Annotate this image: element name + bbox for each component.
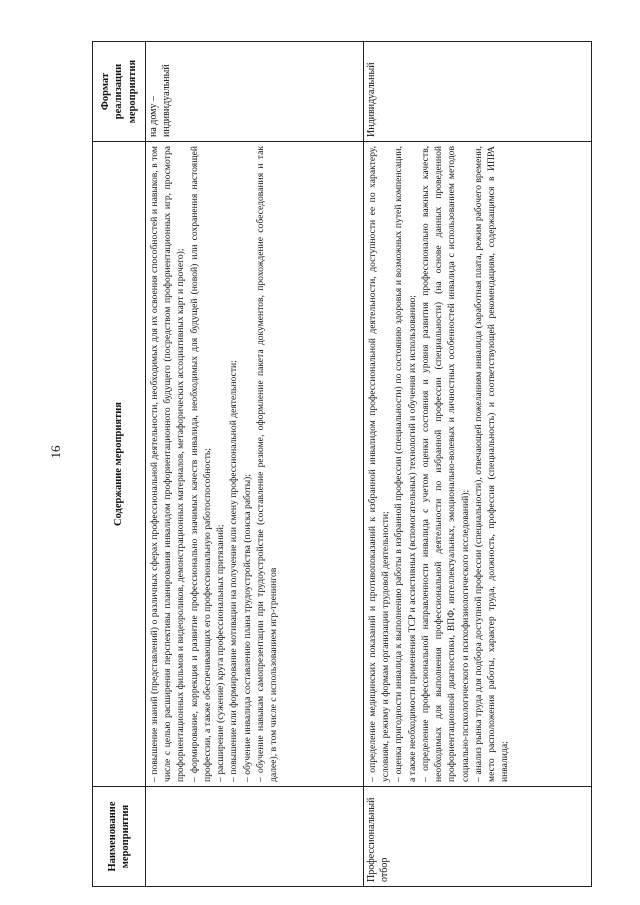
row-2-format: Индивидуальный — [364, 42, 592, 142]
activities-table — [92, 41, 592, 887]
rotated-table-container — [92, 42, 592, 887]
row-1-item-1: – повышение знаний (представлений) о различных сферах профессиональной деятельности, необходимых для их освоения способностей и навыков, в том числе с целью расширения перспективы планирования инвалидом профориентационного будущего (посредством профориентационных игр, просмотра профориентационных фильмов и видеороликов, демонстрационных материалов, метафорических ассоциативных карт и прочего); — [149, 146, 187, 782]
row-1-format: на дому – индивидуальный — [146, 42, 364, 142]
row-2-item-4: – анализ рынка труда для подбора доступной профессии (специальности), отвечающей пожеланиям инвалида (заработная плата, режим рабочего времени, место расположения работы, характер труда, должность, профессия (специальность) и соответствующей рекомендациям, содержащимся в ИПРА инвалида; — [472, 146, 511, 782]
row-2-item-2: – оценка пригодности инвалида к выполнению работы в избранной профессии (специальности) по состоянию здоровья и возможных путей компенсации, а также необходимости применения ТСР и ассистивных (вспомогательных) технологий и обучения их использованию; — [393, 146, 418, 782]
row-2-content — [364, 142, 592, 787]
page-number: 16 — [48, 445, 63, 459]
row-1-name — [146, 787, 364, 887]
row-2-name: Профессиональный отбор — [364, 787, 592, 887]
row-1-item-6: – обучение навыкам самопрезентации при трудоустройстве (составление резюме, оформление пакета документов, прохождение собеседования и так далее), в том числе с использованием игр-тренингов — [254, 146, 280, 782]
row-1-item-3: – расширение (сужение) круга профессиональных притязаний; — [215, 524, 227, 782]
row-2-item-3: – определение профессиональной направленности инвалида с учетом оценки состояния и уровня развития профессионально важных качеств, необходимых для выполнения профессиональной деятельности по избранной профессии (специальности) (на основе данных проведенной профориентационной диагностики, ВПФ, интеллектуальных, эмоционально-волевых и личностных особенностей инвалида с использованием методов социально-психологического и психофизиологического исследований); — [419, 146, 471, 782]
table-header-row — [93, 42, 146, 887]
header-name: Наименование мероприятия — [93, 787, 146, 887]
row-1-item-5: – обучение инвалида составлению плана трудоустройства (поиска работы); — [241, 473, 253, 782]
header-content: Содержание мероприятия — [93, 142, 146, 787]
row-1-item-2: – формирование, коррекция и развитие профессионально значимых качеств инвалида, необходимых для будущей (новой) или сохранения настоящей профессии, а также обеспечивающих его профессиональную работоспособность; — [188, 146, 213, 782]
header-format: Формат реализации мероприятия — [93, 42, 146, 142]
row-2-item-1: – определение медицинских показаний и противопоказаний к избранной инвалидом профессиональной деятельности, доступности ее по характеру, условиям, режиму и формам организации трудовой деятельности; — [367, 146, 392, 782]
table-row — [364, 42, 592, 887]
table-row — [146, 42, 364, 887]
row-1-content — [146, 142, 364, 787]
row-1-item-4: – повышение или формирование мотивации на получение или смену профессиональной деятельности; — [228, 360, 240, 782]
